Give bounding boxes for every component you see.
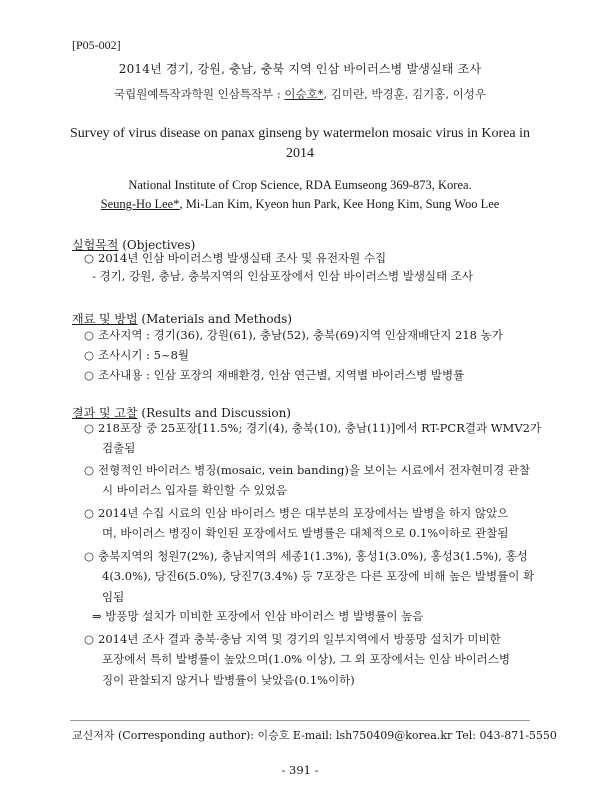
results-item: ○ 2014년 수집 시료의 인삼 바이러스 병은 대부분의 포장에서는 발병을 하지 않았으 xyxy=(84,503,546,523)
results-item-continuation: 포장에서 특히 발병률이 높았으며(1.0% 이상), 그 외 포장에서는 인삼 바이러스병 xyxy=(102,652,511,666)
circle-bullet-icon: ○ xyxy=(84,328,95,342)
results-item-continuation: 며, 바이러스 병징이 확인된 포장에서도 발병률은 대체적으로 0.1%이하로 관찰됨 xyxy=(102,526,509,540)
objectives-heading-en: (Objectives) xyxy=(118,238,196,252)
methods-item: ○ 조사내용 : 인삼 포장의 재배환경, 인삼 연근별, 지역별 바이러스병 발병률 xyxy=(84,365,546,385)
results-heading-en: (Results and Discussion) xyxy=(137,406,291,420)
circle-bullet-icon: ○ xyxy=(84,421,95,435)
circle-bullet-icon: ○ xyxy=(84,632,95,646)
english-other-authors: , Mi-Lan Kim, Kyeon hun Park, Kee Hong Kim, Sung Woo Lee xyxy=(179,197,500,211)
circle-bullet-icon: ○ xyxy=(84,463,95,477)
methods-heading-kr: 재료 및 방법 xyxy=(72,312,138,326)
results-item: ○ 충북지역의 청원7(2%), 충남지역의 세종1(1.3%), 홍성1(3.0%), 홍성3(1.5%), 홍성 xyxy=(84,546,546,566)
methods-item: ○ 조사시기 : 5~8월 xyxy=(84,345,546,365)
results-item: ○ 2014년 조사 결과 충북·충남 지역 및 경기의 일부지역에서 방풍망 설치가 미비한 xyxy=(84,629,546,649)
objectives-heading-kr: 실험목적 xyxy=(72,238,119,252)
korean-title: 2014년 경기, 강원, 충남, 충북 지역 인삼 바이러스병 발생실태 조사 xyxy=(118,62,482,76)
results-item-continuation: 임됨 xyxy=(102,590,125,604)
objectives-subitem: - 경기, 강원, 충남, 충북지역의 인삼포장에서 인삼 바이러스병 발생실태 조사 xyxy=(92,269,474,283)
methods-item: ○ 조사지역 : 경기(36), 강원(61), 충남(52), 충북(69)지역 인삼재배단지 218 농가 xyxy=(84,325,546,345)
results-item-continuation: 징이 관찰되지 않거나 발병률이 낮았음(0.1%이하) xyxy=(102,673,355,687)
english-authors xyxy=(0,197,600,212)
results-heading-kr: 결과 및 고찰 xyxy=(72,406,138,420)
results-item-continuation: 4(3.0%), 당진6(5.0%), 당진7(3.4%) 등 7포장은 다른 포장에 비해 높은 발병률이 확 xyxy=(102,569,535,583)
english-institution: National Institute of Crop Science, RDA Eumseong 369-873, Korea. xyxy=(128,178,472,192)
circle-bullet-icon: ○ xyxy=(84,348,95,362)
korean-first-author: 이승호* xyxy=(284,87,324,101)
circle-bullet-icon: ○ xyxy=(84,549,95,563)
results-item-continuation: 검출됨 xyxy=(102,441,136,455)
results-conclusion-arrow: ⇒ 방풍망 설치가 미비한 포장에서 인삼 바이러스 병 발병률이 높음 xyxy=(92,609,424,623)
circle-bullet-icon: ○ xyxy=(84,506,95,520)
circle-bullet-icon: ○ xyxy=(84,368,95,382)
english-title: Survey of virus disease on panax ginseng by watermelon mosaic virus in Korea in 2014 xyxy=(70,126,530,161)
results-item: ○ 전형적인 바이러스 병징(mosaic, vein banding)을 보이는 시료에서 전자현미경 관찰 xyxy=(84,460,546,480)
korean-other-authors: , 김미란, 박경훈, 김기홍, 이성우 xyxy=(323,87,486,101)
page-number: - 391 - xyxy=(281,763,319,777)
corresponding-author-footer: 교신저자 (Corresponding author): 이승호 E-mail: lsh750409@korea.kr Tel: 043-871-5550 xyxy=(72,729,557,742)
methods-heading-en: (Materials and Methods) xyxy=(137,312,293,326)
english-first-author: Seung-Ho Lee* xyxy=(100,197,180,211)
results-item-continuation: 시 바이러스 입자를 확인할 수 있었음 xyxy=(102,483,287,497)
abstract-code: [P05-002] xyxy=(72,38,121,52)
korean-authors xyxy=(0,86,600,102)
results-item: ○ 218포장 중 25포장[11.5%; 경기(4), 충북(10), 충남(11)]에서 RT-PCR결과 WMV2가 xyxy=(84,418,546,438)
korean-affiliation: 국립원예특작과학원 인삼특작부 : xyxy=(113,87,285,101)
objectives-item: ○ 2014년 인삼 바이러스병 발생실태 조사 및 유전자원 수집 xyxy=(84,248,546,268)
circle-bullet-icon: ○ xyxy=(84,251,95,265)
footer-divider xyxy=(70,720,530,721)
